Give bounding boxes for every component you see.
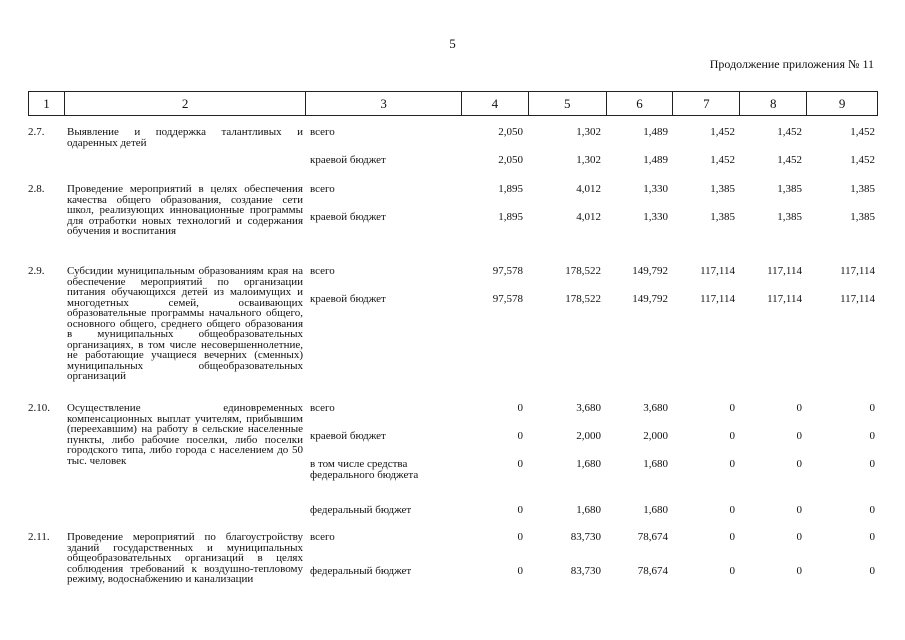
value-cell: 0 <box>517 430 523 442</box>
value-cell: 1,452 <box>710 154 735 166</box>
value-cell: 3,680 <box>643 402 668 414</box>
value-cell: 0 <box>517 458 523 470</box>
budget-label: краевой бюджет <box>310 293 386 305</box>
header-cell: 7 <box>673 92 740 115</box>
value-cell: 0 <box>869 504 875 516</box>
value-cell: 1,302 <box>576 154 601 166</box>
value-cell: 0 <box>796 402 802 414</box>
budget-label: краевой бюджет <box>310 211 386 223</box>
value-cell: 1,330 <box>643 183 668 195</box>
value-cell: 4,012 <box>576 211 601 223</box>
budget-label: федеральный бюджет <box>310 565 412 577</box>
value-cell: 0 <box>729 504 735 516</box>
header-cell: 6 <box>607 92 674 115</box>
row-description: Выявление и поддержка талантливых и одаренных детей <box>67 126 303 149</box>
page-number: 5 <box>449 36 456 51</box>
header-cell: 3 <box>306 92 462 115</box>
header-cell: 8 <box>740 92 807 115</box>
value-cell: 0 <box>869 565 875 577</box>
value-cell: 83,730 <box>570 565 601 577</box>
value-cell: 1,680 <box>643 458 668 470</box>
budget-label: федеральный бюджет <box>310 504 412 516</box>
value-cell: 0 <box>729 565 735 577</box>
value-cell: 149,792 <box>632 265 668 277</box>
row-description: Проведение мероприятий по благоустройству зданий государственных и муниципальных общеобразовательных организаций в целях соблюдения требований к воздушно-тепловому режиму, водоснабжению и канализации <box>67 531 303 585</box>
value-cell: 2,000 <box>576 430 601 442</box>
value-cell: 1,385 <box>710 183 735 195</box>
row-number: 2.10. <box>28 402 50 414</box>
value-cell: 1,489 <box>643 154 668 166</box>
value-cell: 0 <box>869 430 875 442</box>
value-cell: 2,050 <box>498 154 523 166</box>
value-cell: 97,578 <box>492 293 523 305</box>
value-cell: 0 <box>517 402 523 414</box>
value-cell: 1,452 <box>850 154 875 166</box>
value-cell: 1,452 <box>777 154 802 166</box>
value-cell: 4,012 <box>576 183 601 195</box>
value-cell: 2,000 <box>643 430 668 442</box>
value-cell: 1,330 <box>643 211 668 223</box>
value-cell: 0 <box>517 531 523 543</box>
value-cell: 0 <box>869 458 875 470</box>
value-cell: 78,674 <box>637 531 668 543</box>
budget-label: всего <box>310 402 335 414</box>
budget-label: всего <box>310 126 335 138</box>
value-cell: 1,452 <box>850 126 875 138</box>
value-cell: 117,114 <box>840 265 875 277</box>
value-cell: 0 <box>729 458 735 470</box>
row-description: Проведение мероприятий в целях обеспечения качества общего образования, создание сети школ, реализующих инновационные программы для отработки новых технологий и содержания обучения и воспитания <box>67 183 303 237</box>
value-cell: 0 <box>796 458 802 470</box>
value-cell: 2,050 <box>498 126 523 138</box>
value-cell: 1,489 <box>643 126 668 138</box>
value-cell: 0 <box>517 565 523 577</box>
value-cell: 1,302 <box>576 126 601 138</box>
row-number: 2.9. <box>28 265 45 277</box>
row-description: Субсидии муниципальным образованиям края на обеспечение мероприятий по организации питания обучающихся детей из малоимущих и многодетных семей, осваивающих образовательные программы начального общего, основного общего, среднего общего образования в муниципальных общеобразовательных организациях, в том числе несовершеннолетние, не работающие учащиеся вечерних (сменных) муниципальных общеобразовательных организаций <box>67 265 303 382</box>
header-cell: 4 <box>462 92 529 115</box>
value-cell: 0 <box>869 402 875 414</box>
value-cell: 1,385 <box>777 183 802 195</box>
value-cell: 0 <box>729 430 735 442</box>
value-cell: 0 <box>517 504 523 516</box>
value-cell: 149,792 <box>632 293 668 305</box>
value-cell: 1,452 <box>710 126 735 138</box>
row-number: 2.11. <box>28 531 50 543</box>
value-cell: 117,114 <box>767 293 802 305</box>
value-cell: 1,385 <box>777 211 802 223</box>
budget-label: краевой бюджет <box>310 430 386 442</box>
header-cell: 1 <box>29 92 65 115</box>
value-cell: 1,385 <box>850 183 875 195</box>
header-cell: 5 <box>529 92 607 115</box>
value-cell: 1,452 <box>777 126 802 138</box>
value-cell: 117,114 <box>700 265 735 277</box>
value-cell: 178,522 <box>565 265 601 277</box>
row-number: 2.8. <box>28 183 45 195</box>
value-cell: 1,680 <box>576 458 601 470</box>
budget-label: всего <box>310 531 335 543</box>
value-cell: 3,680 <box>576 402 601 414</box>
value-cell: 0 <box>796 504 802 516</box>
budget-label: краевой бюджет <box>310 154 386 166</box>
value-cell: 0 <box>796 531 802 543</box>
value-cell: 1,385 <box>850 211 875 223</box>
value-cell: 117,114 <box>840 293 875 305</box>
value-cell: 0 <box>729 531 735 543</box>
row-number: 2.7. <box>28 126 45 138</box>
table-header <box>28 91 878 116</box>
value-cell: 0 <box>869 531 875 543</box>
value-cell: 0 <box>729 402 735 414</box>
value-cell: 0 <box>796 565 802 577</box>
value-cell: 1,895 <box>498 211 523 223</box>
value-cell: 1,385 <box>710 211 735 223</box>
row-description: Осуществление единовременных компенсационных выплат учителям, прибывшим (переехавшим) на работу в сельские населенные пункты, либо рабочие поселки, либо поселки городского типа, либо города с населением до 50 тыс. человек <box>67 402 303 467</box>
budget-label: всего <box>310 183 335 195</box>
budget-label: всего <box>310 265 335 277</box>
budget-label: в том числе средства федерального бюджета <box>310 458 419 481</box>
header-cell: 9 <box>838 95 846 111</box>
value-cell: 1,680 <box>643 504 668 516</box>
value-cell: 83,730 <box>570 531 601 543</box>
value-cell: 78,674 <box>637 565 668 577</box>
value-cell: 0 <box>796 430 802 442</box>
continuation-label: Продолжение приложения № 11 <box>709 57 874 71</box>
value-cell: 1,680 <box>576 504 601 516</box>
value-cell: 117,114 <box>700 293 735 305</box>
value-cell: 1,895 <box>498 183 523 195</box>
value-cell: 178,522 <box>565 293 601 305</box>
value-cell: 97,578 <box>492 265 523 277</box>
value-cell: 117,114 <box>767 265 802 277</box>
header-cell: 2 <box>65 92 306 115</box>
